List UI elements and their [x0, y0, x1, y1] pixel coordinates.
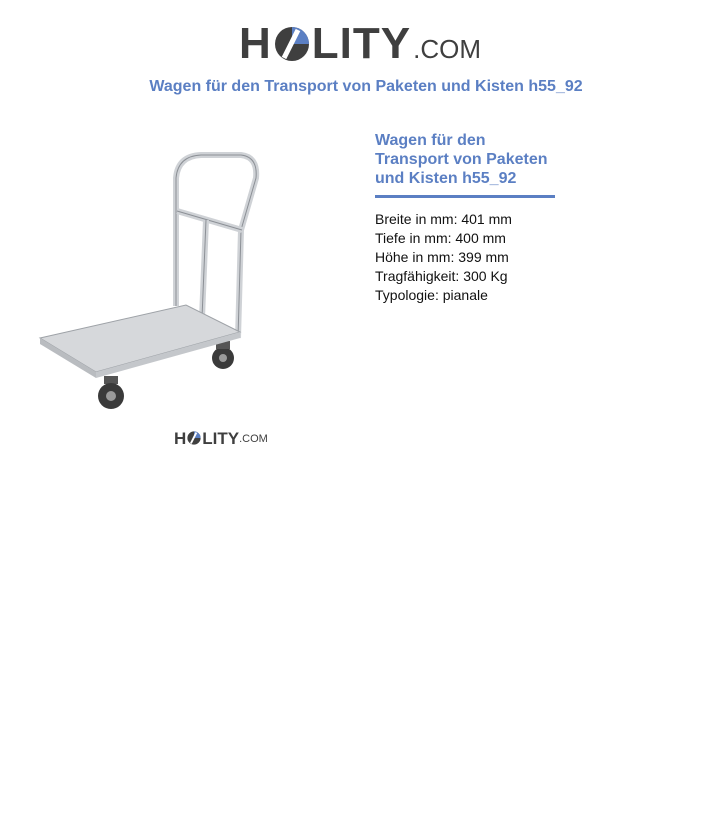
small-logo-text-domain: .COM [239, 433, 268, 445]
spec-hoehe: Höhe in mm: 399 mm [375, 249, 509, 265]
holity-logo-small [174, 427, 268, 447]
product-title: Wagen für den Transport von Paketen und Kisten h55_92 [375, 131, 555, 198]
logo-text-h: H [239, 19, 272, 68]
logo-text-lity: LITY [311, 19, 412, 68]
spec-breite: Breite in mm: 401 mm [375, 211, 512, 227]
logo-text-domain: .COM [413, 34, 481, 64]
holity-logo [239, 14, 483, 66]
spec-value: pianale [442, 287, 488, 303]
platform-trolley-icon [36, 148, 306, 418]
spec-tiefe: Tiefe in mm: 400 mm [375, 230, 506, 246]
spec-value: 399 mm [458, 249, 509, 265]
spec-tragfaehigkeit: Tragfähigkeit: 300 Kg [375, 268, 508, 284]
spec-value: 401 mm [461, 211, 512, 227]
small-logo-text-h: H [174, 429, 187, 448]
spec-value: 300 Kg [463, 268, 508, 284]
holity-o-icon [274, 26, 310, 62]
holity-o-icon [187, 431, 201, 445]
spec-label: Typologie [375, 287, 435, 303]
page-title: Wagen für den Transport von Paketen und Kisten h55_92 [149, 78, 583, 95]
spec-label: Tiefe in mm [375, 230, 448, 246]
spec-value: 400 mm [455, 230, 506, 246]
spec-typologie: Typologie: pianale [375, 287, 488, 303]
spec-label: Breite in mm [375, 211, 454, 227]
spec-label: Höhe in mm [375, 249, 451, 265]
small-logo-text-lity: LITY [202, 429, 240, 448]
spec-label: Tragfähigkeit [375, 268, 456, 284]
product-details [375, 131, 575, 305]
